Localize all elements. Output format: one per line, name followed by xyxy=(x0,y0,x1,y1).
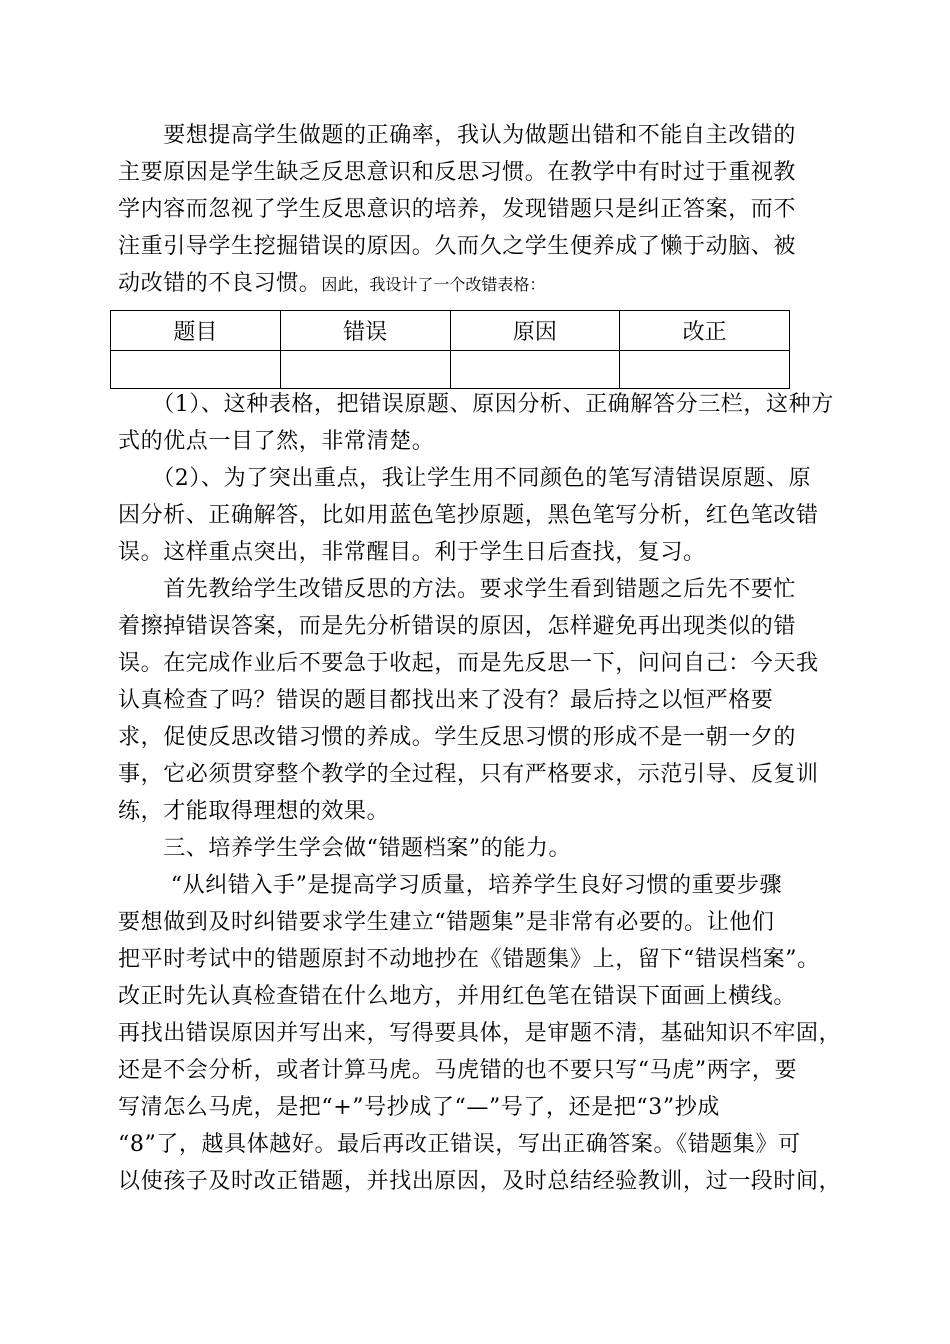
section-heading: 三、培养学生学会做“错题档案”的能力。 xyxy=(118,836,572,861)
text-line: 注重引导学生挖掘错误的原因。久而久之学生便养成了懒于动脑、被 xyxy=(118,234,797,259)
table-cell xyxy=(280,350,450,389)
text-line xyxy=(118,266,838,303)
text-line: 改正时先认真检查错在什么地方，并用红色笔在错误下面画上横线。 xyxy=(118,984,797,1009)
text-line: 误。在完成作业后不要急于收起，而是先反思一下，问问自己：今天我 xyxy=(118,651,819,676)
text-line: 式的优点一目了然，非常清楚。 xyxy=(118,429,435,454)
header-cell-reason: 原因 xyxy=(450,311,620,351)
text-line: 再找出错误原因并写出来，写得要具体，是审题不清，基础知识不牢固， xyxy=(118,1021,842,1046)
error-correction-table xyxy=(110,310,790,389)
text-line: 学内容而忽视了学生反思意识的培养，发现错题只是纠正答案，而不 xyxy=(118,197,797,222)
table-cell xyxy=(450,350,620,389)
text-line: （2）、为了突出重点，我让学生用不同颜色的笔写清错误原题、原 xyxy=(118,466,812,491)
text-line: 因分析、正确解答，比如用蓝色笔抄原题，黑色笔写分析，红色笔改错 xyxy=(118,503,819,528)
text-line: 着擦掉错误答案，而是先分析错误的原因，怎样避免再出现类似的错 xyxy=(118,614,797,639)
header-cell-error: 错误 xyxy=(280,311,450,351)
text-line: （1）、这种表格，把错误原题、原因分析、正确解答分三栏，这种方 xyxy=(118,392,834,417)
text-line: 事，它必须贯穿整个教学的全过程，只有严格要求，示范引导、反复训 xyxy=(118,762,819,787)
text-line: “8”了，越具体越好。最后再改正错误，写出正确答案。《错题集》可 xyxy=(118,1132,801,1157)
text-line: 要想做到及时纠错要求学生建立“错题集”是非常有必要的。让他们 xyxy=(118,910,775,935)
text-line: 首先教给学生改错反思的方法。要求学生看到错题之后先不要忙 xyxy=(118,577,797,602)
text-line: 认真检查了吗？错误的题目都找出来了没有？最后持之以恒严格要 xyxy=(118,688,774,713)
text-line: 练，才能取得理想的效果。 xyxy=(118,799,390,824)
text-line: 写清怎么马虎，是把“+”号抄成了“—”号了，还是把“3”抄成 xyxy=(118,1095,720,1120)
text-line: 要想提高学生做题的正确率，我认为做题出错和不能自主改错的 xyxy=(118,123,797,148)
text-line: “从纠错入手”是提高学习质量，培养学生良好习惯的重要步骤 xyxy=(118,873,783,898)
table-row xyxy=(111,350,790,389)
text-line: 主要原因是学生缺乏反思意识和反思习惯。在教学中有时过于重视教 xyxy=(118,160,797,185)
text-line: 以使孩子及时改正错题，并找出原因，及时总结经验教训，过一段时间， xyxy=(118,1169,842,1194)
text-segment: 动改错的不良习惯。 xyxy=(118,271,322,296)
header-cell-correction: 改正 xyxy=(620,311,790,351)
table-header-row xyxy=(111,311,790,351)
text-line: 求，促使反思改错习惯的养成。学生反思习惯的形成不是一朝一夕的 xyxy=(118,725,797,750)
table-cell xyxy=(111,350,281,389)
text-line: 误。这样重点突出，非常醒目。利于学生日后查找，复习。 xyxy=(118,540,706,565)
table-intro-note: 因此，我设计了一个改错表格： xyxy=(321,275,546,294)
table-cell xyxy=(620,350,790,389)
text-line: 把平时考试中的错题原封不动地抄在《错题集》上，留下“错误档案”。 xyxy=(118,947,820,972)
header-cell-topic: 题目 xyxy=(111,311,281,351)
text-line: 还是不会分析，或者计算马虎。马虎错的也不要只写“马虎”两字，要 xyxy=(118,1058,798,1083)
